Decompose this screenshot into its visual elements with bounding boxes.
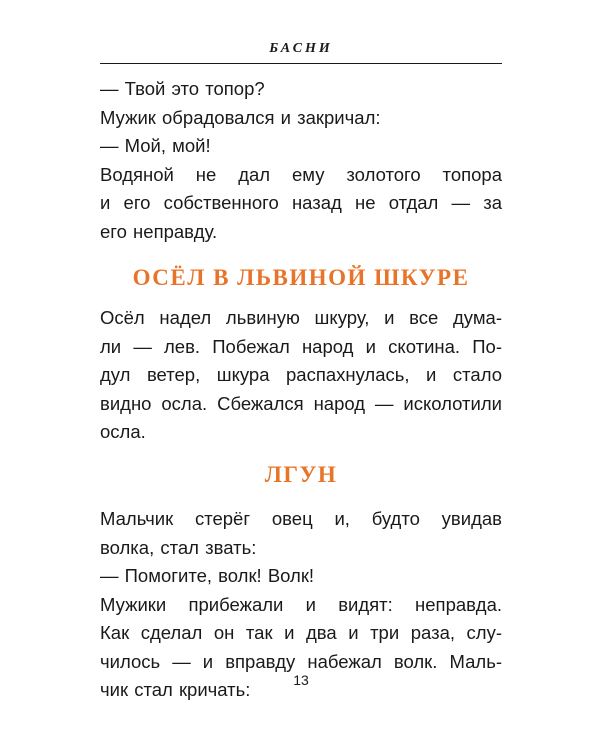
text-line: волка, стал звать: <box>100 536 257 558</box>
text-line: дул ветер, шкура распахнулась, и стало <box>100 364 502 385</box>
page-number: 13 <box>293 672 309 688</box>
fable-title-liar: ЛГУН <box>264 462 338 487</box>
text-line: Осёл надел львиную шкуру, и все дума- <box>100 307 502 328</box>
text-line: Как сделал он так и два и три раза, слу- <box>100 622 502 643</box>
running-head: БАСНИ <box>269 41 333 56</box>
text-line: Мужики прибежали и видят: неправда. <box>100 593 502 615</box>
text-line: его неправду. <box>100 220 218 242</box>
text-line: чилось — и вправду набежал волк. Маль- <box>100 650 502 672</box>
text-line: — Твой это топор? <box>100 78 265 99</box>
text-line: ли — лев. Побежал народ и скотина. По- <box>100 335 502 357</box>
text-line: видно осла. Сбежался народ — исколотили <box>100 392 502 414</box>
fable-end-text <box>100 75 502 246</box>
text-line: и его собственного назад не отдал — за <box>100 192 502 213</box>
text-line: Водяной не дал ему золотого топора <box>100 163 502 185</box>
text-line: чик стал кричать: <box>100 679 251 700</box>
fable-title-donkey: ОСЁЛ В ЛЬВИНОЙ ШКУРЕ <box>132 265 470 290</box>
fable-donkey-text <box>100 304 502 447</box>
header-rule <box>100 63 502 64</box>
text-line: — Помогите, волк! Волк! <box>100 565 315 586</box>
text-line: осла. <box>100 421 146 442</box>
text-line: Мужик обрадовался и закричал: <box>100 106 381 128</box>
text-line: — Мой, мой! <box>100 135 211 156</box>
text-line: Мальчик стерёг овец и, будто увидав <box>100 508 502 529</box>
